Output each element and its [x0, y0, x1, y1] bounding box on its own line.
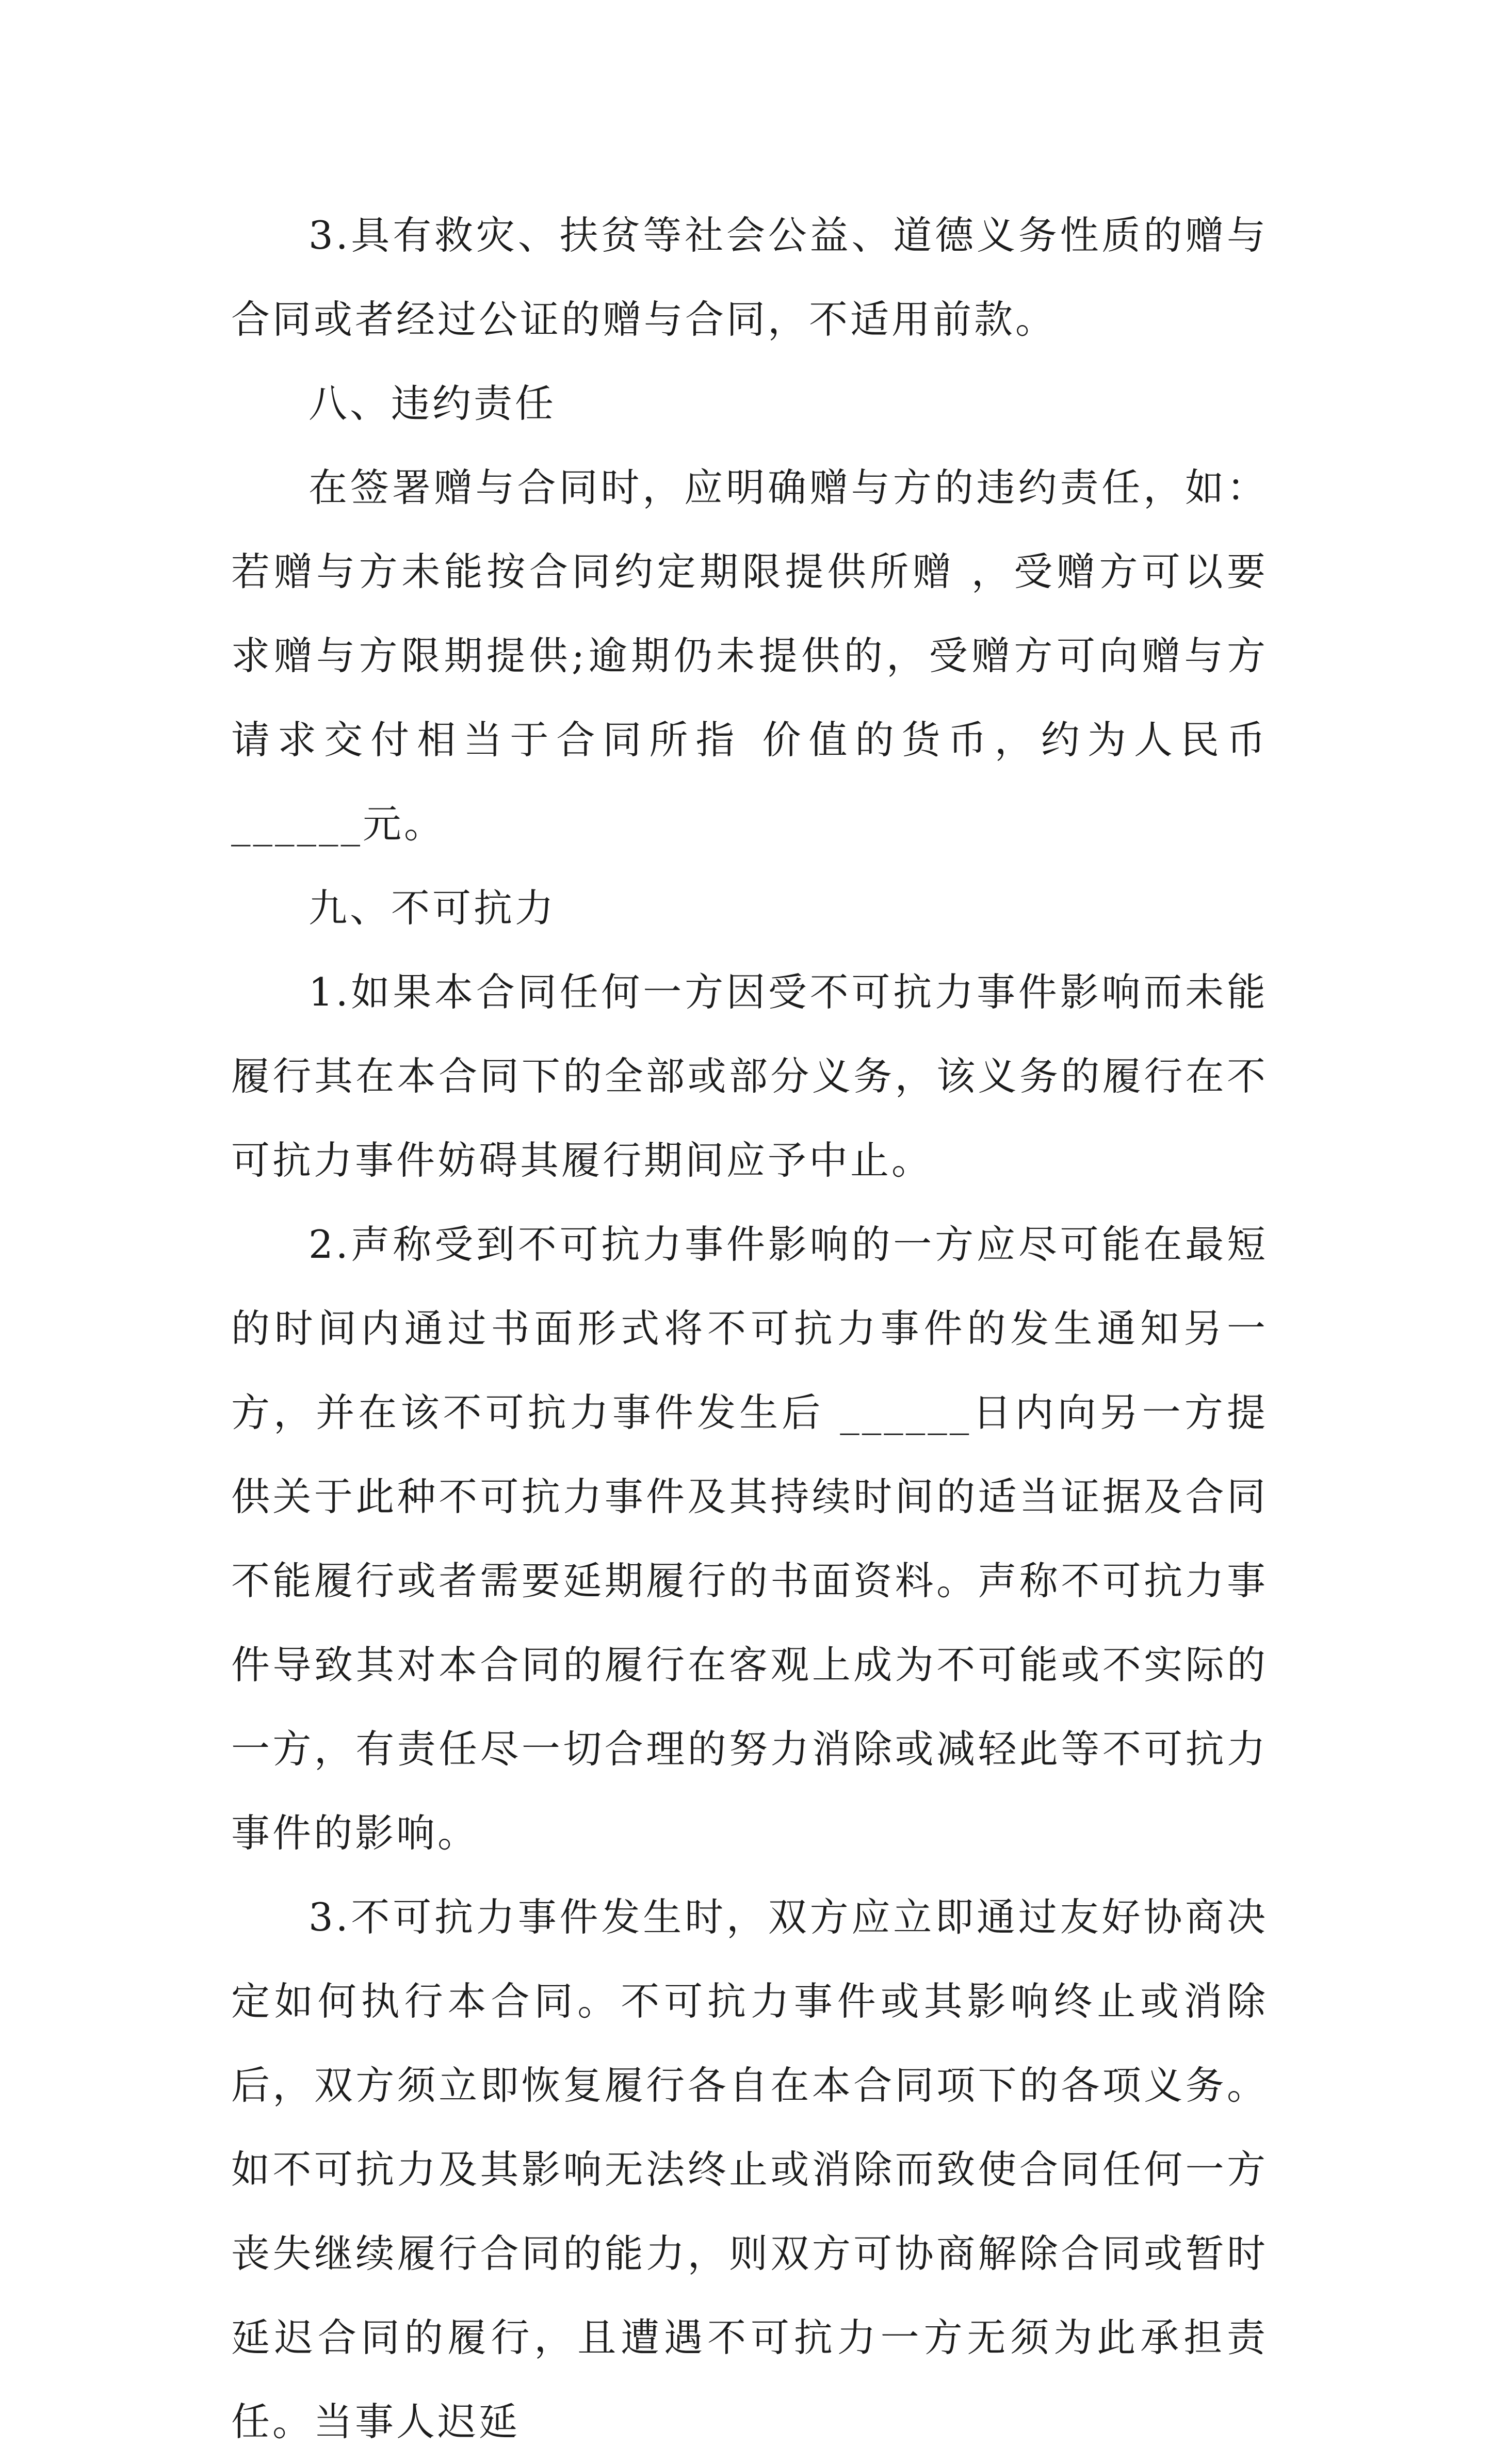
document-body	[231, 193, 1268, 2464]
section-8-heading: 八、违约责任	[309, 381, 557, 426]
section-9-heading: 九、不可抗力	[309, 885, 557, 931]
clause-9-1-paragraph: 1.如果本合同任何一方因受不可抗力事件影响而未能履行其在本合同下的全部或部分义务，该义务的履行在不可抗力事件妨碍其履行期间应予中止。	[231, 969, 1268, 1183]
clause-7-3-paragraph: 3.具有救灾、扶贫等社会公益、道德义务性质的赠与合同或者经过公证的赠与合同，不适用前款。	[231, 213, 1268, 342]
clause-9-2-paragraph: 2.声称受到不可抗力事件影响的一方应尽可能在最短的时间内通过书面形式将不可抗力事件的发生通知另一方，并在该不可抗力事件发生后 ______日内向另一方提供关于此种不可抗力事件及其持续时间的适当证据及合同不能履行或者需要延期履行的书面资料。声称不可抗力事件导致其对本合同的履行在客观上成为不可能或不实际的一方，有责任尽一切合理的努力消除或减轻此等不可抗力事件的影响。	[231, 1222, 1268, 1856]
clause-9-3-paragraph: 3.不可抗力事件发生时，双方应立即通过友好协商决定如何执行本合同。不可抗力事件或其影响终止或消除后，双方须立即恢复履行各自在本合同项下的各项义务。如不可抗力及其影响无法终止或消除而致使合同任何一方丧失继续履行合同的能力，则双方可协商解除合同或暂时延迟合同的履行，且遭遇不可抗力一方无须为此承担责任。当事人迟延	[231, 1894, 1268, 2444]
section-8-paragraph: 在签署赠与合同时，应明确赠与方的违约责任，如：若赠与方未能按合同约定期限提供所赠 ，受赠方可以要求赠与方限期提供;逾期仍未提供的，受赠方可向赠与方请求交付相当于合同所指 价值的货币，约为人民币 ______元。	[231, 465, 1268, 847]
